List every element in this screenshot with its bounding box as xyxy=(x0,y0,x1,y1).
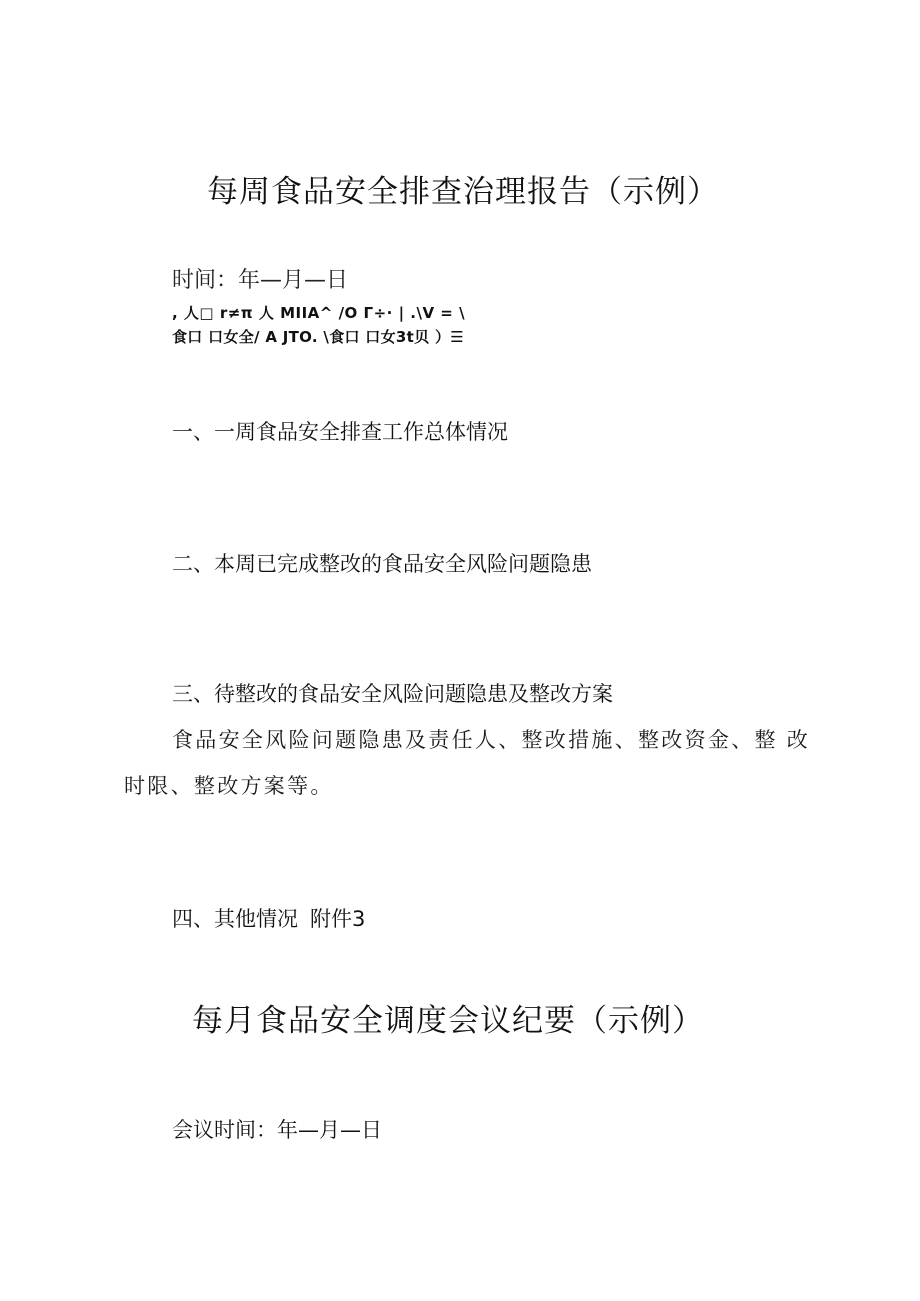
section-heading-4 xyxy=(172,903,365,933)
section-3-body-line-1: 食品安全风险问题隐患及责任人、整改措施、整改资金、整 改 xyxy=(172,728,811,752)
appendix-label: 附件3 xyxy=(310,907,366,931)
report-time-line: 时间：年—月—日 xyxy=(172,268,349,293)
section-heading-3: 三、待整改的食品安全风险问题隐患及整改方案 xyxy=(172,682,613,706)
garbled-text-line-2: 食口 口女全∕ A JTO. \食口 口女3t贝 ）☰ xyxy=(172,328,464,346)
minutes-title: 每月食品安全调度会议纪要（示例） xyxy=(192,1003,704,1039)
section-heading-1: 一、一周食品安全排查工作总体情况 xyxy=(172,420,508,444)
meeting-time-line: 会议时间：年—月—日 xyxy=(172,1118,382,1142)
section-heading-4-label: 四、其他情况 xyxy=(172,907,298,931)
section-heading-2: 二、本周已完成整改的食品安全风险问题隐患 xyxy=(172,552,592,576)
section-3-body-line-2: 时限、整改方案等。 xyxy=(124,774,334,798)
report-title: 每周食品安全排查治理报告（示例） xyxy=(207,174,719,210)
garbled-text-line-1: , 人□ r≠π 人 MIIA^ /O Γ÷· | .\V = \ xyxy=(172,304,466,322)
